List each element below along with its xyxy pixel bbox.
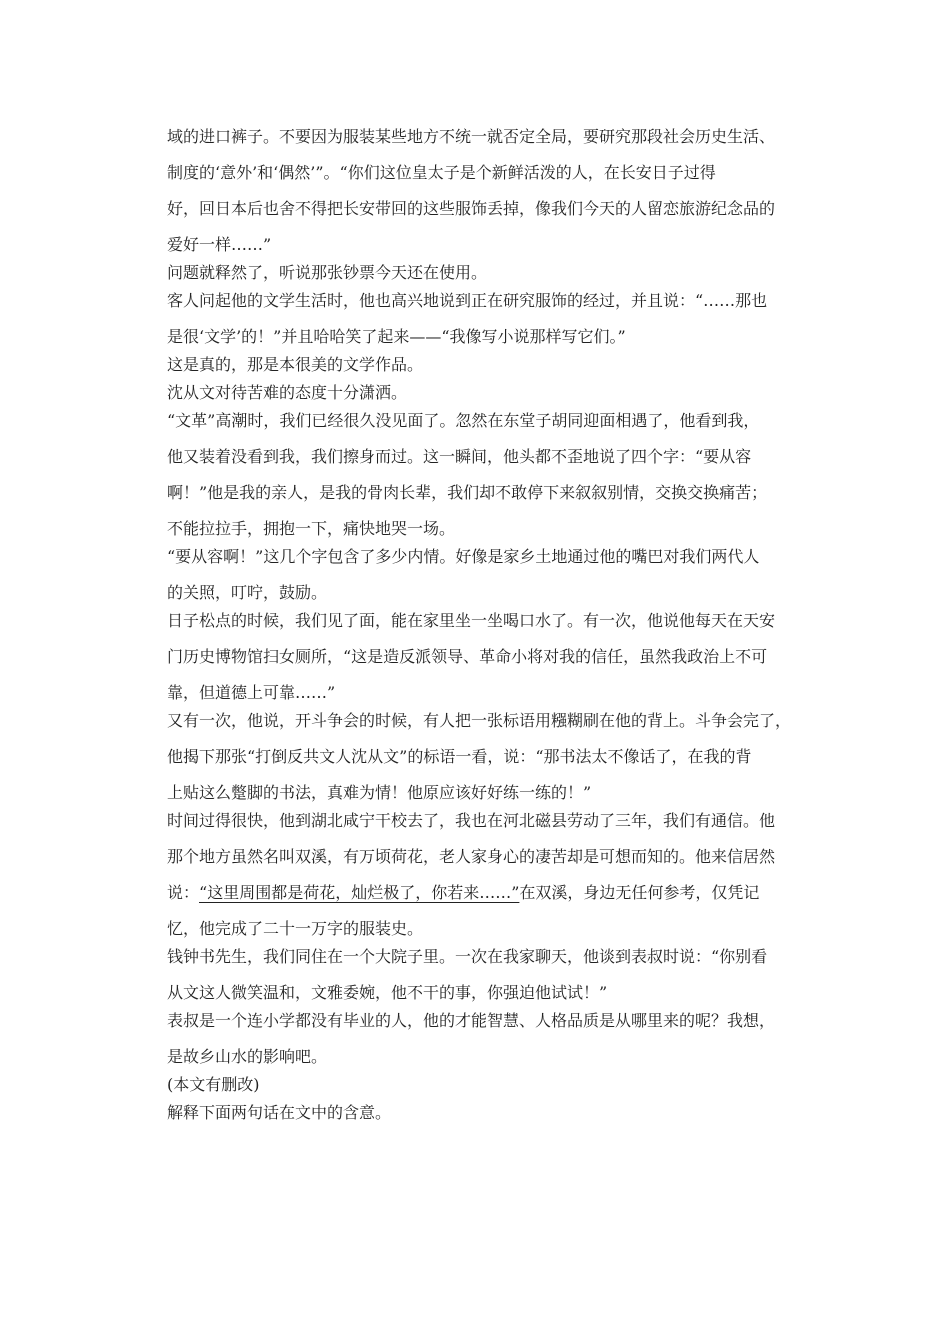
- text-line: 客人问起他的文学生活时，他也高兴地说到正在研究服饰的经过，并且说：“……那也: [167, 291, 768, 310]
- text-line: 门历史博物馆扫女厕所，“这是造反派领导、革命小将对我的信任，虽然我政治上不可: [167, 647, 768, 666]
- text-line: 沈从文对待苦难的态度十分潇洒。: [167, 383, 408, 402]
- text-line: 从文这人微笑温和，文雅委婉，他不干的事，你强迫他试试！”: [167, 983, 608, 1002]
- question-prompt: 解释下面两句话在文中的含意。: [167, 1103, 392, 1122]
- text-line: 又有一次，他说，开斗争会的时候，有人把一张标语用糨糊刷在他的背上。斗争会完了，: [167, 711, 792, 730]
- line-start: 说：: [167, 883, 200, 902]
- article-text: [167, 123, 817, 1127]
- text-line: 时间过得很快，他到湖北咸宁干校去了，我也在河北磁县劳动了三年，我们有通信。他: [167, 811, 776, 830]
- text-line: “要从容啊！”这几个字包含了多少内情。好像是家乡土地通过他的嘴巴对我们两代人: [167, 547, 760, 566]
- underlined-quote: “这里周围都是荷花，灿烂极了，你若来……”: [199, 883, 520, 902]
- text-line: 他又装着没看到我，我们擦身而过。这一瞬间，他头都不歪地说了四个字：“要从容: [167, 447, 752, 466]
- text-line: 域的进口裤子。不要因为服装某些地方不统一就否定全局，要研究那段社会历史生活、: [167, 127, 776, 146]
- text-line: 日子松点的时候，我们见了面，能在家里坐一坐喝口水了。有一次，他说他每天在天安: [167, 611, 776, 630]
- text-line: 是故乡山水的影响吧。: [167, 1047, 328, 1066]
- text-line: 他揭下那张“打倒反共文人沈从文”的标语一看，说：“那书法太不像话了，在我的背: [167, 747, 752, 766]
- text-line: 啊！”他是我的亲人，是我的骨肉长辈，我们却不敢停下来叙叙别情，交换交换痛苦；: [167, 483, 768, 502]
- text-line: “文革”高潮时，我们已经很久没见面了。忽然在东堂子胡同迎面相遇了，他看到我，: [167, 411, 760, 430]
- text-line: 这是真的，那是本很美的文学作品。: [167, 355, 424, 374]
- text-line: 上贴这么蹩脚的书法，真难为情！他原应该好好练一练的！”: [167, 783, 592, 802]
- text-line: 表叔是一个连小学都没有毕业的人，他的才能智慧、人格品质是从哪里来的呢？我想，: [167, 1011, 776, 1030]
- source-note: (本文有删改): [167, 1075, 260, 1094]
- text-line: 忆，他完成了二十一万字的服装史。: [167, 919, 424, 938]
- line-end: 在双溪，身边无任何参考，仅凭记: [519, 883, 760, 902]
- text-line: 好，回日本后也舍不得把长安带回的这些服饰丢掉，像我们今天的人留恋旅游纪念品的: [167, 199, 776, 218]
- text-line: 钱钟书先生，我们同住在一个大院子里。一次在我家聊天，他谈到表叔时说：“你别看: [167, 947, 768, 966]
- text-line: 那个地方虽然名叫双溪，有万顷荷花，老人家身心的凄苦却是可想而知的。他来信居然: [167, 847, 776, 866]
- text-line: 爱好一样……”: [167, 235, 272, 254]
- text-line: 是很‘文学’的！”并且哈哈笑了起来——“我像写小说那样写它们。”: [167, 327, 626, 346]
- text-line: [167, 879, 817, 915]
- text-line: 的关照，叮咛，鼓励。: [167, 583, 328, 602]
- text-line: 不能拉拉手，拥抱一下，痛快地哭一场。: [167, 519, 456, 538]
- text-line: 靠，但道德上可靠……”: [167, 683, 336, 702]
- text-line: 制度的‘意外’和‘偶然’”。“你们这位皇太子是个新鲜活泼的人，在长安日子过得: [167, 163, 716, 182]
- text-line: 问题就释然了，听说那张钞票今天还在使用。: [167, 263, 488, 282]
